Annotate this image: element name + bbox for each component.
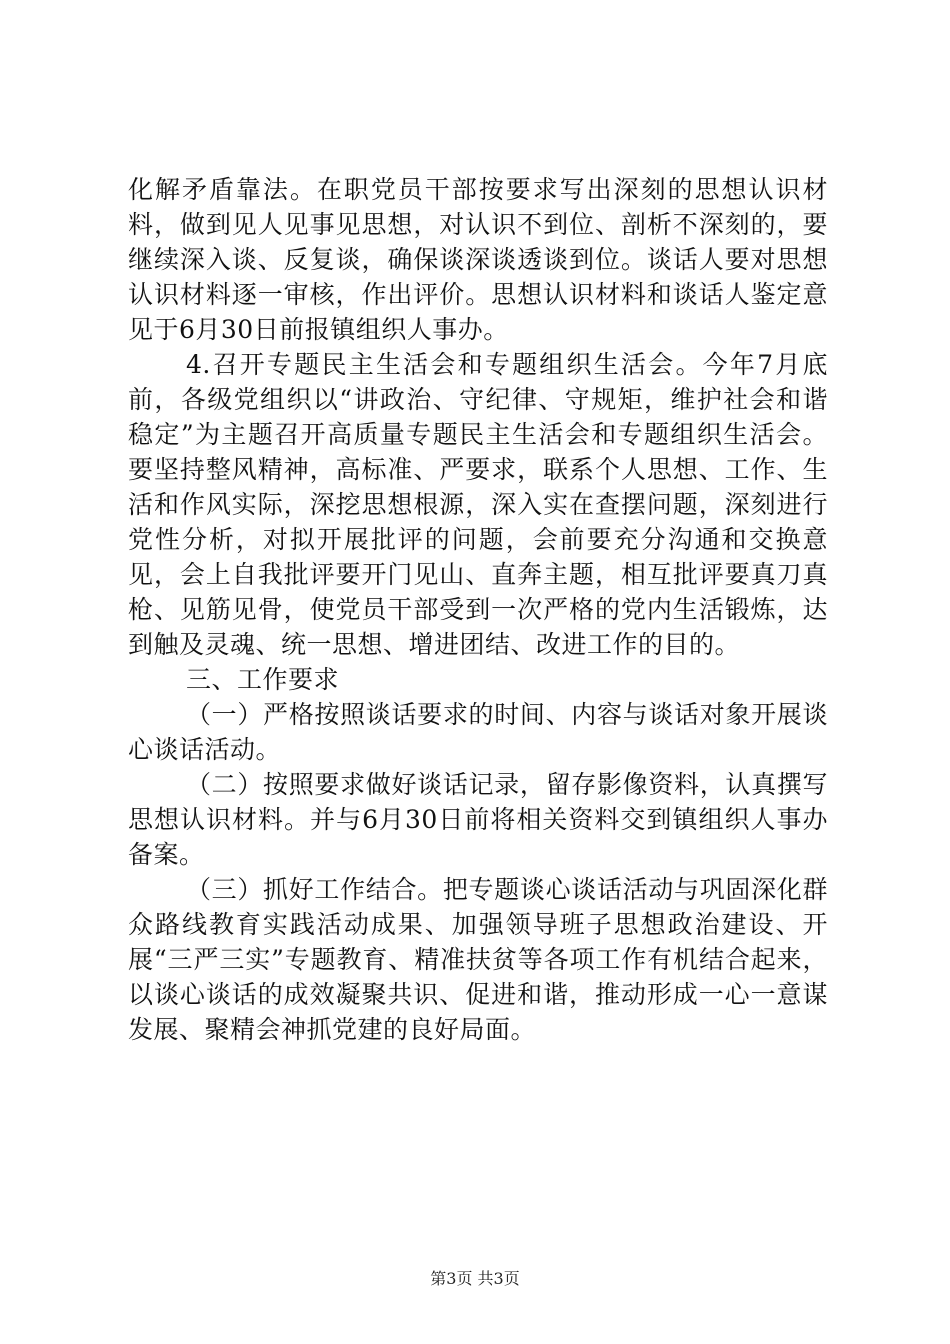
- document-body: [128, 172, 828, 1047]
- paragraph-item-4: 4.召开专题民主生活会和专题组织生活会。今年7月底前，各级党组织以“讲政治、守纪律、守规矩，维护社会和谐稳定”为主题召开高质量专题民主生活会和专题组织生活会。要坚持整风精神，高标准、严要求，联系个人思想、工作、生活和作风实际，深挖思想根源，深入实在查摆问题，深刻进行党性分析，对拟开展批评的问题，会前要充分沟通和交换意见，会上自我批评要开门见山、直奔主题，相互批评要真刀真枪、见筋见骨，使党员干部受到一次严格的党内生活锻炼，达到触及灵魂、统一思想、增进团结、改进工作的目的。: [128, 350, 828, 659]
- page-number-footer: 第3页 共3页: [430, 1269, 520, 1288]
- section-heading-work-requirements: 三、工作要求: [186, 665, 340, 694]
- paragraph-requirement-2: （二）按照要求做好谈话记录，留存影像资料，认真撰写思想认识材料。并与6月30日前将相关资料交到镇组织人事办备案。: [128, 770, 828, 869]
- paragraph-requirement-3: （三）抓好工作结合。把专题谈心谈话活动与巩固深化群众路线教育实践活动成果、加强领导班子思想政治建设、开展“三严三实”专题教育、精准扶贫等各项工作有机结合起来，以谈心谈话的成效凝聚共识、促进和谐，推动形成一心一意谋发展、聚精会神抓党建的良好局面。: [128, 875, 828, 1044]
- paragraph-continuation: 化解矛盾靠法。在职党员干部按要求写出深刻的思想认识材料，做到见人见事见思想，对认识不到位、剖析不深刻的，要继续深入谈、反复谈，确保谈深谈透谈到位。谈话人要对思想认识材料逐一审核，作出评价。思想认识材料和谈话人鉴定意见于6月30日前报镇组织人事办。: [128, 175, 828, 344]
- paragraph-requirement-1: （一）严格按照谈话要求的时间、内容与谈话对象开展谈心谈话活动。: [128, 700, 828, 764]
